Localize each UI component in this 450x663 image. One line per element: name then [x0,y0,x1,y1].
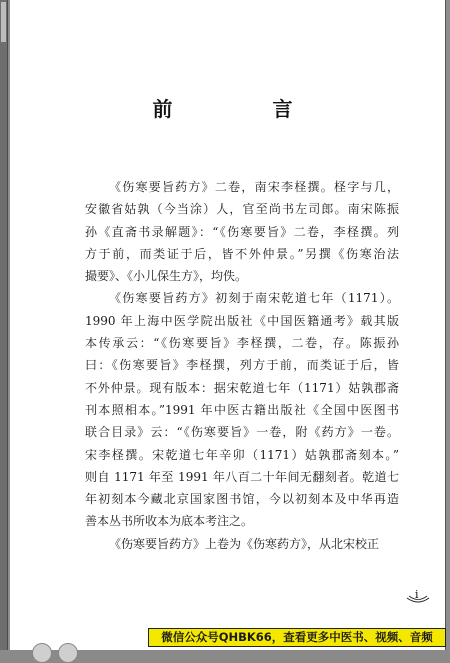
bottom-controls [12,640,142,650]
text-line: 《伤寒要旨药方》二卷，南宋李柽撰。柽字与几， [109,180,399,194]
scrollbar-thumb[interactable] [1,2,6,42]
text-line: 安徽省姑孰（今当涂）人，官至尚书左司郎。南宋陈振 [85,202,399,217]
promo-banner: 微信公众号QHBK66，查看更多中医书、视频、音频 [148,628,446,647]
document-body [85,176,399,555]
text-line: 曰：《伤寒要旨》李柽撰，列方于前，而类证于后，皆 [85,358,399,373]
page-title: 前 言 [152,97,333,121]
document-page [10,0,445,650]
text-line: 年初刻本今藏北京国家图书馆，今以初刻本及中华再造 [85,492,399,507]
text-line: 不外仲景。现有版本：据宋乾道七年（1171）姑孰郡斋 [85,380,399,395]
text-line: 1990 年上海中医学院出版社《中国医籍通考》载其版 [85,313,399,328]
page-number: i [415,588,419,601]
nav-prev-icon[interactable] [32,643,52,663]
vertical-scrollbar[interactable] [0,0,8,650]
text-line: 宋李柽撰。宋乾道七年辛卯（1171）姑孰郡斋刻本。” [85,447,399,462]
text-line: 《伤寒要旨药方》上卷为《伤寒药方》，从北宋校正 [109,536,380,551]
text-line: 联合目录》云：“《伤寒要旨》一卷，附《药方》一卷。 [85,425,399,440]
text-line: 本传承云：“《伤寒要旨》李柽撰，二卷，存。陈振孙 [85,336,399,351]
nav-next-icon[interactable] [58,643,78,663]
text-line: 孙《直斋书录解题》：“《伤寒要旨》二卷，李柽撰。列 [85,224,399,239]
text-line: 善本丛书所收本为底本考注之。 [85,514,254,529]
text-line: 刊本照相本。”1991 年中医古籍出版社《全国中医图书 [85,402,399,417]
text-line: 则自 1171 年至 1991 年八百二十年间无翻刻者。乾道七 [85,469,399,484]
text-line: 撮要》、《小儿保生方》，均佚。 [85,269,248,284]
text-line: 《伤寒要旨药方》初刻于南宋乾道七年（1171）。 [109,291,399,306]
text-line: 方于前，而类证于后，皆不外仲景。”另撰《伤寒治法 [85,246,399,261]
